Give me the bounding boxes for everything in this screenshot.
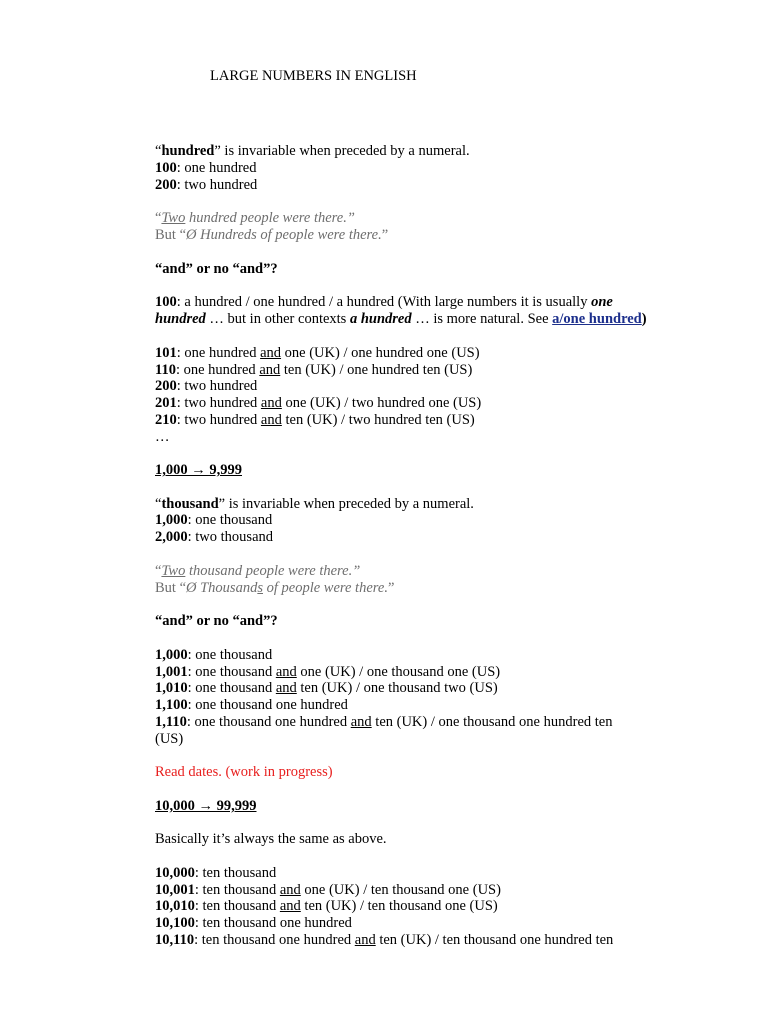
text-segment: : ten thousand [194,882,280,898]
example-1110 [155,714,612,731]
section-heading-thousands [155,462,242,479]
text-segment: : one thousand [187,680,276,696]
page-title: LARGE NUMBERS IN ENGLISH [210,68,417,84]
text-segment: “ [155,143,162,159]
text-segment: 1,110 [155,714,187,730]
text-segment: and [260,395,282,411]
text-segment: and [279,882,301,898]
text-segment: 10,010 [155,898,195,914]
text-segment: 210 [155,412,177,428]
and-question-heading-2 [155,613,278,630]
example-10000 [155,865,276,882]
example-2000 [155,529,273,546]
text-segment: 100 [155,160,177,176]
hundred-invariable-rule [155,143,470,160]
text-segment: ” is invariable when preceded by a numeral. [214,143,470,159]
para-text: … but in other contexts [205,311,350,327]
text-segment: : two hundred [176,378,258,394]
text-segment: 2,000 [155,529,188,545]
text-segment: and [275,664,297,680]
section-heading-ten-thousands [155,798,257,815]
text-segment: and [259,362,281,378]
text-segment: : two hundred [176,412,261,428]
text-segment: ” is invariable when preceded by a numeral. [218,496,474,512]
example-10010 [155,898,498,915]
text-segment: 10,000 → 99,999 [155,798,257,814]
quote-two-thousand [155,563,360,580]
text-segment: ten (UK) / one hundred ten (US) [280,362,473,378]
ellipsis [155,429,170,446]
text-segment: 110 [155,362,176,378]
text-segment: Ø Hundreds of people were there. [186,227,382,243]
text-segment: : one thousand one hundred [186,714,351,730]
text-segment: “and” or no “and”? [155,261,278,277]
text-segment: 200 [155,177,177,193]
text-segment: Two [161,563,186,579]
text-segment: and [350,714,372,730]
para-text: … is more natural. See [411,311,553,327]
text-segment: : two thousand [187,529,274,545]
text-segment: and [275,680,297,696]
para-text: ) [641,311,647,327]
para-text: : a hundred / one hundred / a hundred (With large numbers it is usually [176,294,592,310]
and-question-heading-1 [155,261,278,278]
text-segment: thousand [161,496,219,512]
text-segment: s [257,580,263,596]
example-1000 [155,512,272,529]
text-segment: : two hundred [176,177,258,193]
text-segment: ten (UK) / one thousand one hundred ten [371,714,613,730]
example-100 [155,160,256,177]
example-110 [155,362,472,379]
text-segment: : one thousand [187,512,273,528]
text-segment: 1,100 [155,697,188,713]
text-segment: : two hundred [176,395,261,411]
example-1000-b [155,647,272,664]
example-1010 [155,680,498,697]
text-segment: But “ [155,580,187,596]
text-segment: : one thousand [187,647,273,663]
text-segment: ten (UK) / two hundred ten (US) [281,412,475,428]
example-210 [155,412,475,429]
text-segment: 101 [155,345,177,361]
text-segment: : ten thousand one hundred [194,932,355,948]
text-segment: one (UK) / one hundred one (US) [281,345,480,361]
text-segment: Ø Thousand [186,580,258,596]
quote-two-hundred [155,210,355,227]
text-segment: : one thousand [187,664,276,680]
text-segment: and [260,345,282,361]
text-segment: : ten thousand one hundred [194,915,352,931]
a-one-hundred-link[interactable]: a/one hundred [552,311,642,327]
text-segment: : one thousand one hundred [187,697,348,713]
text-segment: 200 [155,378,177,394]
text-segment: hundred people were there.” [185,210,355,226]
same-as-above-note [155,831,387,848]
text-segment: and [354,932,376,948]
text-segment: : one hundred [176,160,257,176]
text-segment: But “ [155,227,187,243]
example-200 [155,177,257,194]
text-segment: 1,000 [155,647,188,663]
example-1100 [155,697,348,714]
text-segment: “ [155,563,162,579]
para-emphasis-one-hundred: one hundred [155,294,613,327]
text-segment: ten (UK) / ten thousand one hundred ten [375,932,614,948]
text-segment: 1,001 [155,664,188,680]
text-segment: 10,000 [155,865,195,881]
text-segment: one (UK) / ten thousand one (US) [300,882,501,898]
text-segment: … [155,429,170,445]
text-segment: : ten thousand [194,898,280,914]
text-segment: 10,110 [155,932,195,948]
read-dates-note [155,764,333,781]
text-segment: hundred [161,143,215,159]
text-segment: “and” or no “and”? [155,613,278,629]
text-segment: 1,000 [155,512,188,528]
text-segment: Two [161,210,186,226]
hundred-paragraph [155,294,655,328]
quote-thousands [155,580,394,597]
example-10110 [155,932,613,949]
thousand-invariable-rule [155,496,474,513]
text-segment: ten (UK) / one thousand two (US) [296,680,498,696]
text-segment: Read dates. (work in progress) [155,764,333,780]
text-segment: and [279,898,301,914]
text-segment: ten (UK) / ten thousand one (US) [300,898,498,914]
text-segment: thousand people were there.” [185,563,361,579]
example-101 [155,345,480,362]
text-segment: 10,100 [155,915,195,931]
text-segment: (US) [155,731,184,747]
example-201 [155,395,481,412]
text-segment: ” [381,227,389,243]
text-segment: “ [155,210,162,226]
text-segment: 201 [155,395,177,411]
text-segment: one (UK) / one thousand one (US) [296,664,501,680]
example-10001 [155,882,501,899]
example-1001 [155,664,500,681]
quote-hundreds [155,227,388,244]
example-10100 [155,915,352,932]
text-segment: and [260,412,282,428]
text-segment: 1,000 → 9,999 [155,462,242,478]
para-number: 100 [155,294,177,310]
text-segment: : one hundred [176,345,261,361]
text-segment: of people were there. [262,580,388,596]
text-segment: ” [387,580,395,596]
text-segment: one (UK) / two hundred one (US) [281,395,482,411]
text-segment: : one hundred [175,362,260,378]
text-segment: 1,010 [155,680,188,696]
text-segment: Basically it’s always the same as above. [155,831,387,847]
para-emphasis-a-hundred: a hundred [349,311,412,327]
text-segment: “ [155,496,162,512]
example-200-b [155,378,257,395]
text-segment: 10,001 [155,882,195,898]
example-1110-continued [155,731,183,748]
text-segment: : ten thousand [194,865,277,881]
